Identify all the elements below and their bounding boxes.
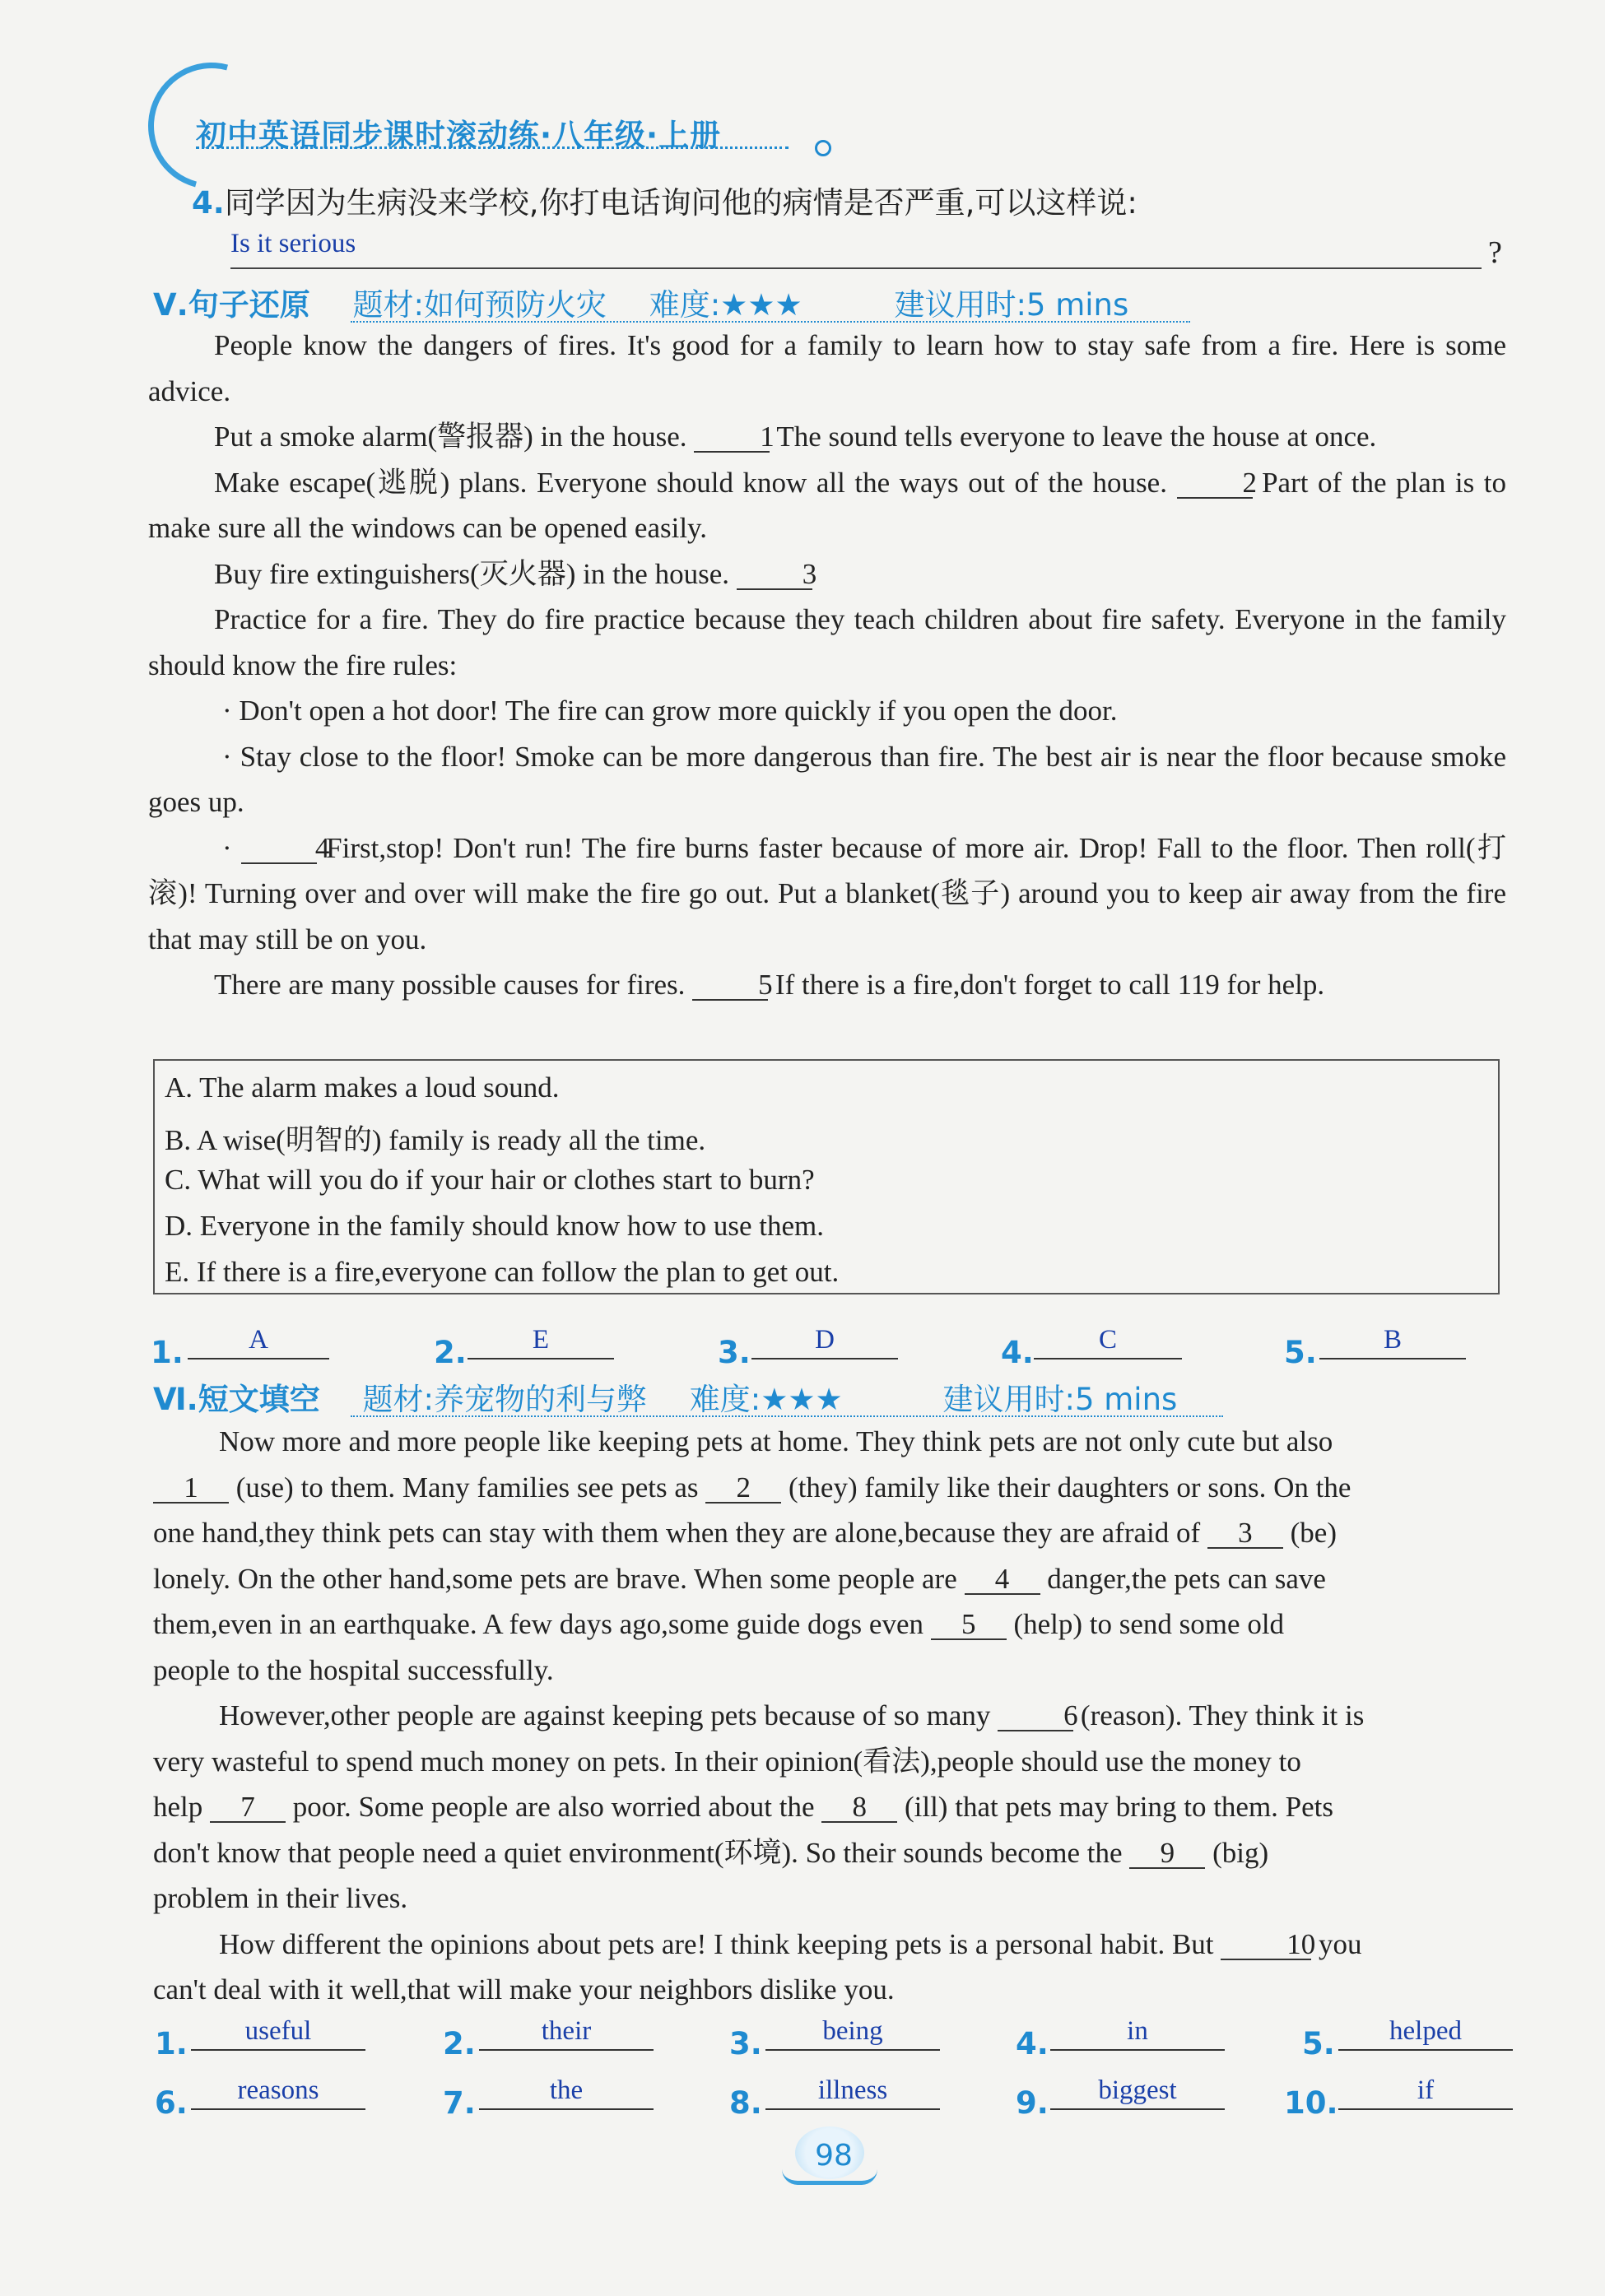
section6-passage [153,1419,1506,2013]
s6-l3-text-b: (be) [1290,1517,1338,1549]
s6-l7-text-a: However,other people are against keeping pets because of so many [219,1699,991,1731]
s6-answer-label-5: 5. [1302,2026,1335,2061]
header-title: 初中英语同步课时滚动练·八年级·上册 [196,118,722,153]
s6-line-9 [153,1784,1506,1830]
s6-blank-6: 6 [998,1702,1073,1731]
section5-title: Ⅴ.句子还原 [153,287,310,323]
s5-answer-label-4: 4. [1001,1335,1034,1370]
s5-answer-label-5: 5. [1284,1335,1317,1370]
s6-l5-text-a: them,even in an earthquake. A few days ago,some guide dogs even [153,1608,923,1640]
q4-end-mark: ? [1488,235,1502,270]
section6-difficulty: 难度:★★★ [689,1382,843,1417]
s6-l12-text-b: you [1319,1927,1362,1960]
s5-paragraph-6 [148,962,1506,1008]
s6-blank-7: 7 [210,1793,286,1823]
option-e: E. If there is a fire,everyone can follow the plan to get out. [165,1256,840,1288]
s6-answer-3: being [765,2016,940,2051]
s5-blank-3: 3 [737,560,812,590]
s5-answer-3: D [751,1325,898,1359]
s5-answer-2: E [468,1325,614,1359]
s6-blank-1: 1 [153,1474,229,1504]
header-underline [196,146,789,149]
s6-blank-2: 2 [705,1474,781,1504]
s5-answer-4: C [1034,1325,1182,1359]
s5-p3-text-a: Make escape(逃脱) plans. Everyone should know all the ways out of the house. [214,466,1167,499]
s5-bullet-3 [148,825,1506,963]
q4-answer: Is it serious [230,229,356,258]
s5-paragraph-3 [148,460,1506,551]
s6-answer-label-8: 8. [729,2085,762,2121]
s6-line-7 [153,1693,1506,1739]
s6-l4-text-a: lonely. On the other hand,some pets are brave. When some people are [153,1562,957,1595]
s5-blank-5: 5 [692,971,768,1001]
s5-paragraph-2 [148,414,1506,460]
s6-l12-text-a: How different the opinions about pets are! I think keeping pets is a personal habit. But [219,1927,1214,1960]
s5-answer-5: B [1319,1325,1466,1359]
s6-blank-5: 5 [931,1610,1007,1640]
s6-answer-10: if [1338,2075,1513,2110]
s6-answer-label-10: 10. [1284,2085,1338,2121]
page-number: 98 [815,2139,853,2173]
s6-answer-6: reasons [191,2075,365,2110]
s5-blank-4: 4 [241,834,317,864]
s6-answer-8: illness [765,2075,940,2110]
s5-p3-text-b: Part of the plan is to make sure all the windows can be opened easily. [148,466,1507,544]
s6-blank-9: 9 [1129,1839,1205,1869]
s5-paragraph-5: Practice for a fire. They do fire practice because they teach children about fire safety. Everyone in the family should know the fire rules: [148,603,1506,681]
section5-passage [148,323,1506,1008]
option-b: B. A wise(明智的) family is ready all the time. [165,1124,706,1156]
s6-blank-3: 3 [1207,1519,1283,1549]
s5-paragraph-4 [148,551,1506,597]
q4-answer-line [230,267,1482,269]
s6-answer-2: their [479,2016,654,2051]
s5-bullet-1: · Don't open a hot door! The fire can grow more quickly if you open the door. [222,695,1118,727]
s5-b3-text: First,stop! Don't run! The fire burns faster because of more air. Drop! Fall to the floor. Then roll(打滚)! Turning over and over will make the fire go out. Put a blanket(毯子) around you to keep air away from the fire that may still be on you. [148,831,1507,955]
s6-l9-text-a: help [153,1791,203,1823]
s6-line-2 [153,1465,1506,1511]
s6-answer-label-9: 9. [1016,2085,1049,2121]
s5-p4-text: Buy fire extinguishers(灭火器) in the house. [214,557,730,590]
q4-number: 4. [192,185,225,221]
s5-p6-text-a: There are many possible causes for fires. [214,969,686,1001]
s6-l7-text-b: (reason). They think it is [1080,1699,1365,1731]
s6-l10-text-a: don't know that people need a quiet environment(环境). So their sounds become the [153,1836,1123,1869]
s6-answer-label-2: 2. [443,2026,476,2061]
s6-line-10 [153,1830,1506,1876]
q4-prompt-text: 同学因为生病没来学校,你打电话询问他的病情是否严重,可以这样说: [224,185,1137,221]
s6-l9-text-b: poor. Some people are also worried about the [292,1791,815,1823]
s6-l2-text-b: (they) family like their daughters or sons. On the [789,1471,1351,1504]
s5-p6-text-b: If there is a fire,don't forget to call 119 for help. [775,969,1325,1001]
s6-line-6: people to the hospital successfully. [153,1653,554,1686]
s6-answer-7: the [479,2075,654,2110]
section5-difficulty: 难度:★★★ [649,287,802,323]
s5-bullet-2: · Stay close to the floor! Smoke can be more dangerous than fire. The best air is near the floor because smoke goes up. [148,740,1506,818]
section6-topic: 题材:养宠物的利与弊 [362,1382,647,1417]
section5-header [153,280,1223,324]
s6-l9-text-c: (ill) that pets may bring to them. Pets [904,1791,1334,1823]
s5-b3-dot: · [222,831,232,864]
s6-line-1: Now more and more people like keeping pets at home. They think pets are not only cute but also [219,1425,1333,1457]
s5-p2-text-b: The sound tells everyone to leave the house at once. [776,421,1377,453]
s6-answer-label-6: 6. [155,2085,188,2121]
s5-answer-label-1: 1. [151,1335,184,1370]
section6-header [153,1374,1264,1419]
s5-blank-1: 1 [694,423,770,453]
section6-title: Ⅵ.短文填空 [153,1382,320,1417]
s5-p2-text-a: Put a smoke alarm(警报器) in the house. [214,421,687,453]
s6-answer-label-1: 1. [155,2026,188,2061]
s6-blank-10: 10 [1221,1931,1311,1960]
q4-prompt [192,178,1137,222]
s6-answer-9: biggest [1050,2075,1225,2110]
section5-topic: 题材:如何预防火灾 [352,287,607,323]
s5-paragraph-1: People know the dangers of fires. It's good for a family to learn how to stay safe from a fire. Here is some advice. [148,329,1506,407]
s6-line-13: can't deal with it well,that will make your neighbors dislike you. [153,1973,895,2006]
section6-time: 建议用时:5 mins [942,1382,1178,1417]
s6-answer-1: useful [191,2016,365,2051]
s6-l4-text-b: danger,the pets can save [1047,1562,1326,1595]
s6-answer-5: helped [1338,2016,1513,2051]
option-a: A. The alarm makes a loud sound. [165,1071,560,1104]
section6-header-underline [351,1415,1223,1417]
s6-l3-text-a: one hand,they think pets can stay with them when they are alone,because they are afraid of [153,1517,1201,1549]
s6-l2-text-a: (use) to them. Many families see pets as [235,1471,699,1504]
header-dot-decoration [815,140,831,156]
s5-blank-2: 2 [1177,469,1253,499]
s6-l10-text-b: (big) [1212,1836,1269,1869]
s6-blank-4: 4 [965,1565,1040,1595]
s6-l5-text-b: (help) to send some old [1013,1608,1285,1640]
s6-line-11: problem in their lives. [153,1882,408,1914]
s5-answer-1: A [188,1325,329,1359]
s6-line-4 [153,1556,1506,1602]
section5-time: 建议用时:5 mins [894,287,1129,323]
s6-answer-4: in [1050,2016,1225,2051]
option-d: D. Everyone in the family should know how to use them. [165,1210,824,1242]
s6-line-8: very wasteful to spend much money on pets. In their opinion(看法),people should use the money to [153,1745,1301,1778]
s6-line-12 [153,1922,1506,1968]
s6-answer-label-3: 3. [729,2026,762,2061]
s6-line-5 [153,1601,1506,1648]
s5-answer-label-3: 3. [718,1335,751,1370]
s5-answer-label-2: 2. [434,1335,467,1370]
option-c: C. What will you do if your hair or clothes start to burn? [165,1164,815,1196]
s6-blank-8: 8 [821,1793,897,1823]
s6-line-3 [153,1510,1506,1556]
s6-answer-label-7: 7. [443,2085,476,2121]
s6-answer-label-4: 4. [1016,2026,1049,2061]
